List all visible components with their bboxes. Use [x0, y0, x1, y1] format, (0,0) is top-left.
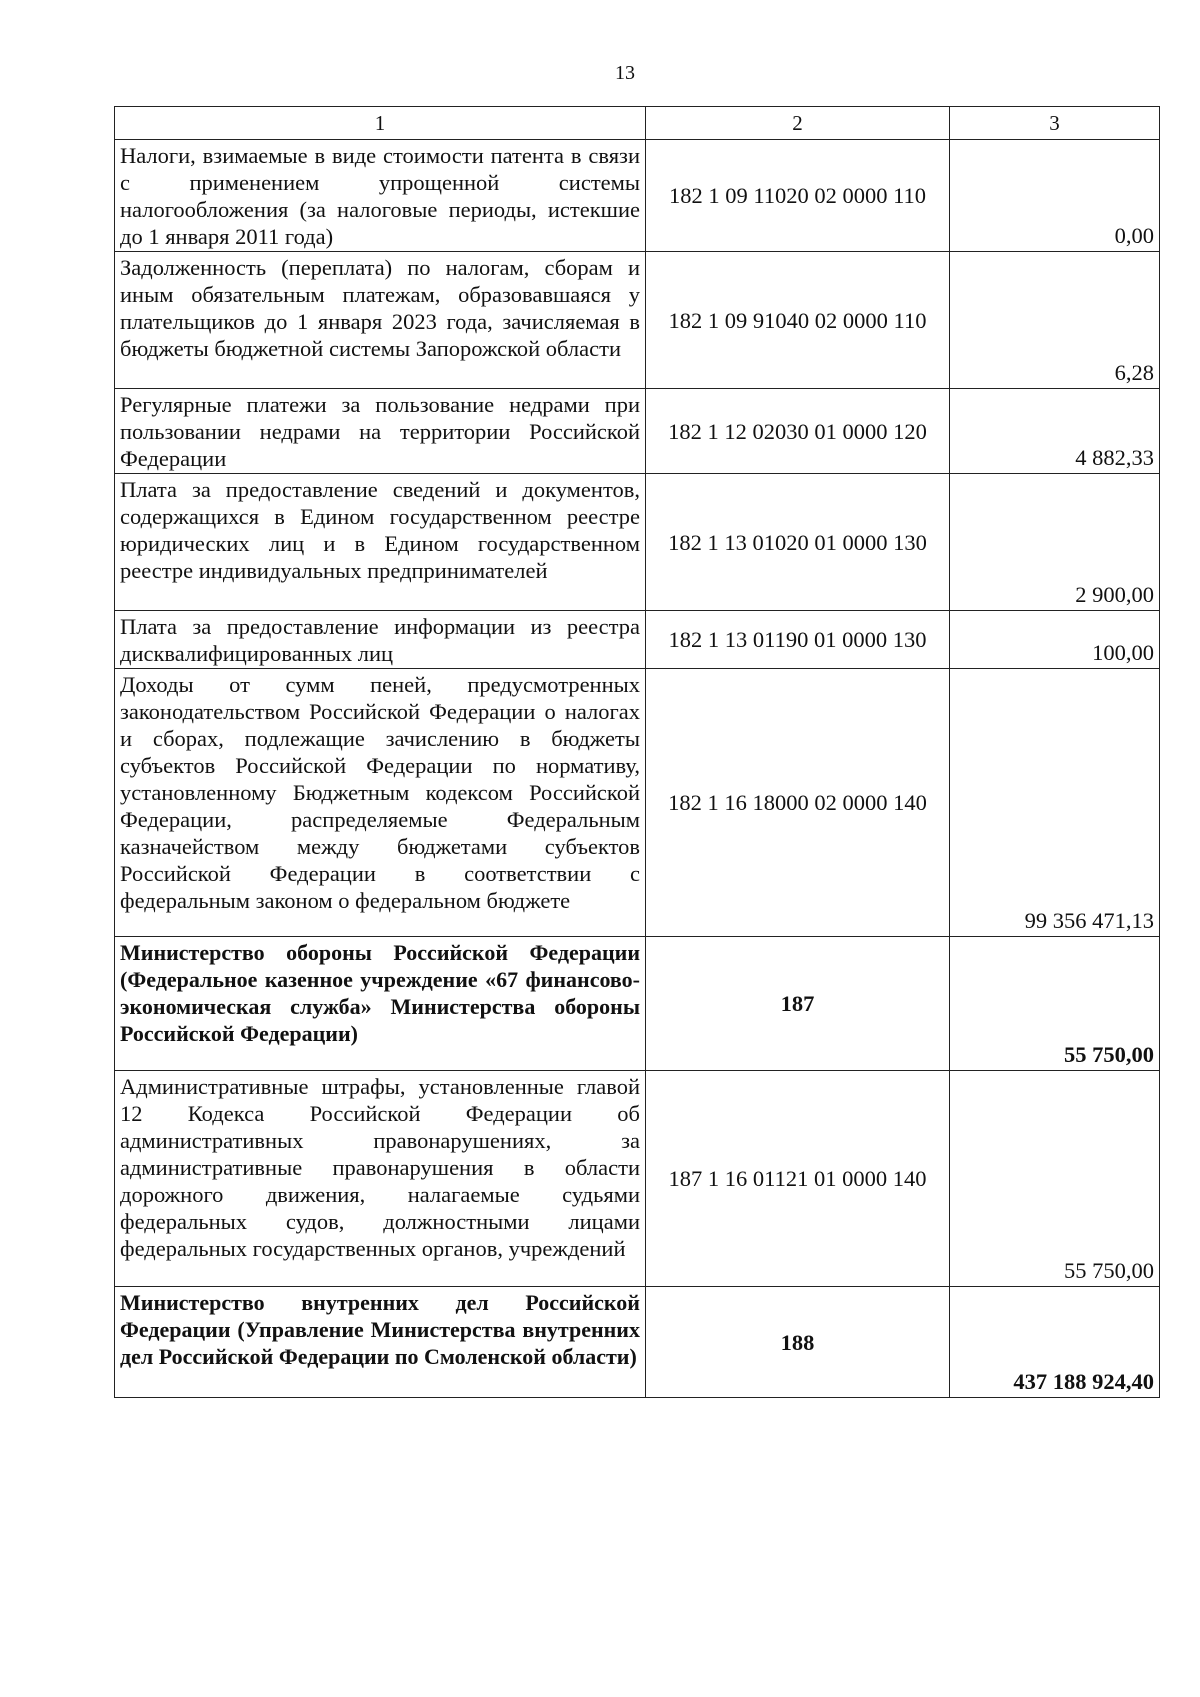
- row-code-cell: 182 1 12 02030 01 0000 120: [646, 389, 950, 474]
- table-row: [115, 474, 1160, 611]
- table-row: [115, 389, 1160, 474]
- row-name-cell: Доходы от сумм пеней, предусмотренных законодательством Российской Федерации о налогах и сборах, подлежащие зачислению в бюджеты субъектов Российской Федерации по нормативу, установленному Бюджетным кодексом Российской Федерации, распределяемые Федеральным казначейством между бюджетами субъектов Российской Федерации в соответствии с федеральным законом о федеральном бюджете: [115, 669, 646, 937]
- row-amount-cell: 100,00: [950, 611, 1160, 669]
- table-row: [115, 252, 1160, 389]
- table-row: [115, 140, 1160, 252]
- row-code-cell: 187 1 16 01121 01 0000 140: [646, 1071, 950, 1287]
- row-amount-cell: 55 750,00: [950, 937, 1160, 1071]
- table-row: [115, 1071, 1160, 1287]
- row-name-cell: Задолженность (переплата) по налогам, сборам и иным обязательным платежам, образовавшаяся у плательщиков до 1 января 2023 года, зачисляемая в бюджеты бюджетной системы Запорожской области: [115, 252, 646, 389]
- table-row: [115, 669, 1160, 937]
- row-code-cell: 182 1 16 18000 02 0000 140: [646, 669, 950, 937]
- table-body: [115, 107, 1160, 1398]
- row-amount-cell: 55 750,00: [950, 1071, 1160, 1287]
- row-code-cell: 182 1 13 01020 01 0000 130: [646, 474, 950, 611]
- row-amount-cell: 0,00: [950, 140, 1160, 252]
- row-amount-cell: 2 900,00: [950, 474, 1160, 611]
- table-section-row: [115, 937, 1160, 1071]
- row-name-cell: Министерство внутренних дел Российской Федерации (Управление Министерства внутренних дел Российской Федерации по Смоленской области): [115, 1287, 646, 1398]
- row-amount-cell: 437 188 924,40: [950, 1287, 1160, 1398]
- table-row: [115, 611, 1160, 669]
- row-code-cell: 182 1 13 01190 01 0000 130: [646, 611, 950, 669]
- row-code-cell: 182 1 09 11020 02 0000 110: [646, 140, 950, 252]
- table-section-row: [115, 1287, 1160, 1398]
- row-amount-cell: 6,28: [950, 252, 1160, 389]
- row-amount-cell: 4 882,33: [950, 389, 1160, 474]
- row-name-cell: Плата за предоставление информации из реестра дисквалифицированных лиц: [115, 611, 646, 669]
- row-name-cell: Министерство обороны Российской Федерации (Федеральное казенное учреждение «67 финансово-экономическая служба» Министерства обороны Российской Федерации): [115, 937, 646, 1071]
- row-amount-cell: 99 356 471,13: [950, 669, 1160, 937]
- column-header-amount: 3: [950, 107, 1160, 140]
- row-code-cell: 187: [646, 937, 950, 1071]
- table-header-row: [115, 107, 1160, 140]
- row-name-cell: Налоги, взимаемые в виде стоимости патента в связи с применением упрощенной системы налогообложения (за налоговые периоды, истекшие до 1 января 2011 года): [115, 140, 646, 252]
- budget-revenue-table: [114, 106, 1160, 1398]
- page-number: 13: [615, 62, 635, 84]
- row-name-cell: Плата за предоставление сведений и документов, содержащихся в Едином государственном реестре юридических лиц и в Едином государственном реестре индивидуальных предпринимателей: [115, 474, 646, 611]
- column-header-name: 1: [115, 107, 646, 140]
- row-code-cell: 182 1 09 91040 02 0000 110: [646, 252, 950, 389]
- row-name-cell: Регулярные платежи за пользование недрами при пользовании недрами на территории Российской Федерации: [115, 389, 646, 474]
- column-header-code: 2: [646, 107, 950, 140]
- row-name-cell: Административные штрафы, установленные главой 12 Кодекса Российской Федерации об административных правонарушениях, за административные правонарушения в области дорожного движения, налагаемые судьями федеральных судов, должностными лицами федеральных государственных органов, учреждений: [115, 1071, 646, 1287]
- row-code-cell: 188: [646, 1287, 950, 1398]
